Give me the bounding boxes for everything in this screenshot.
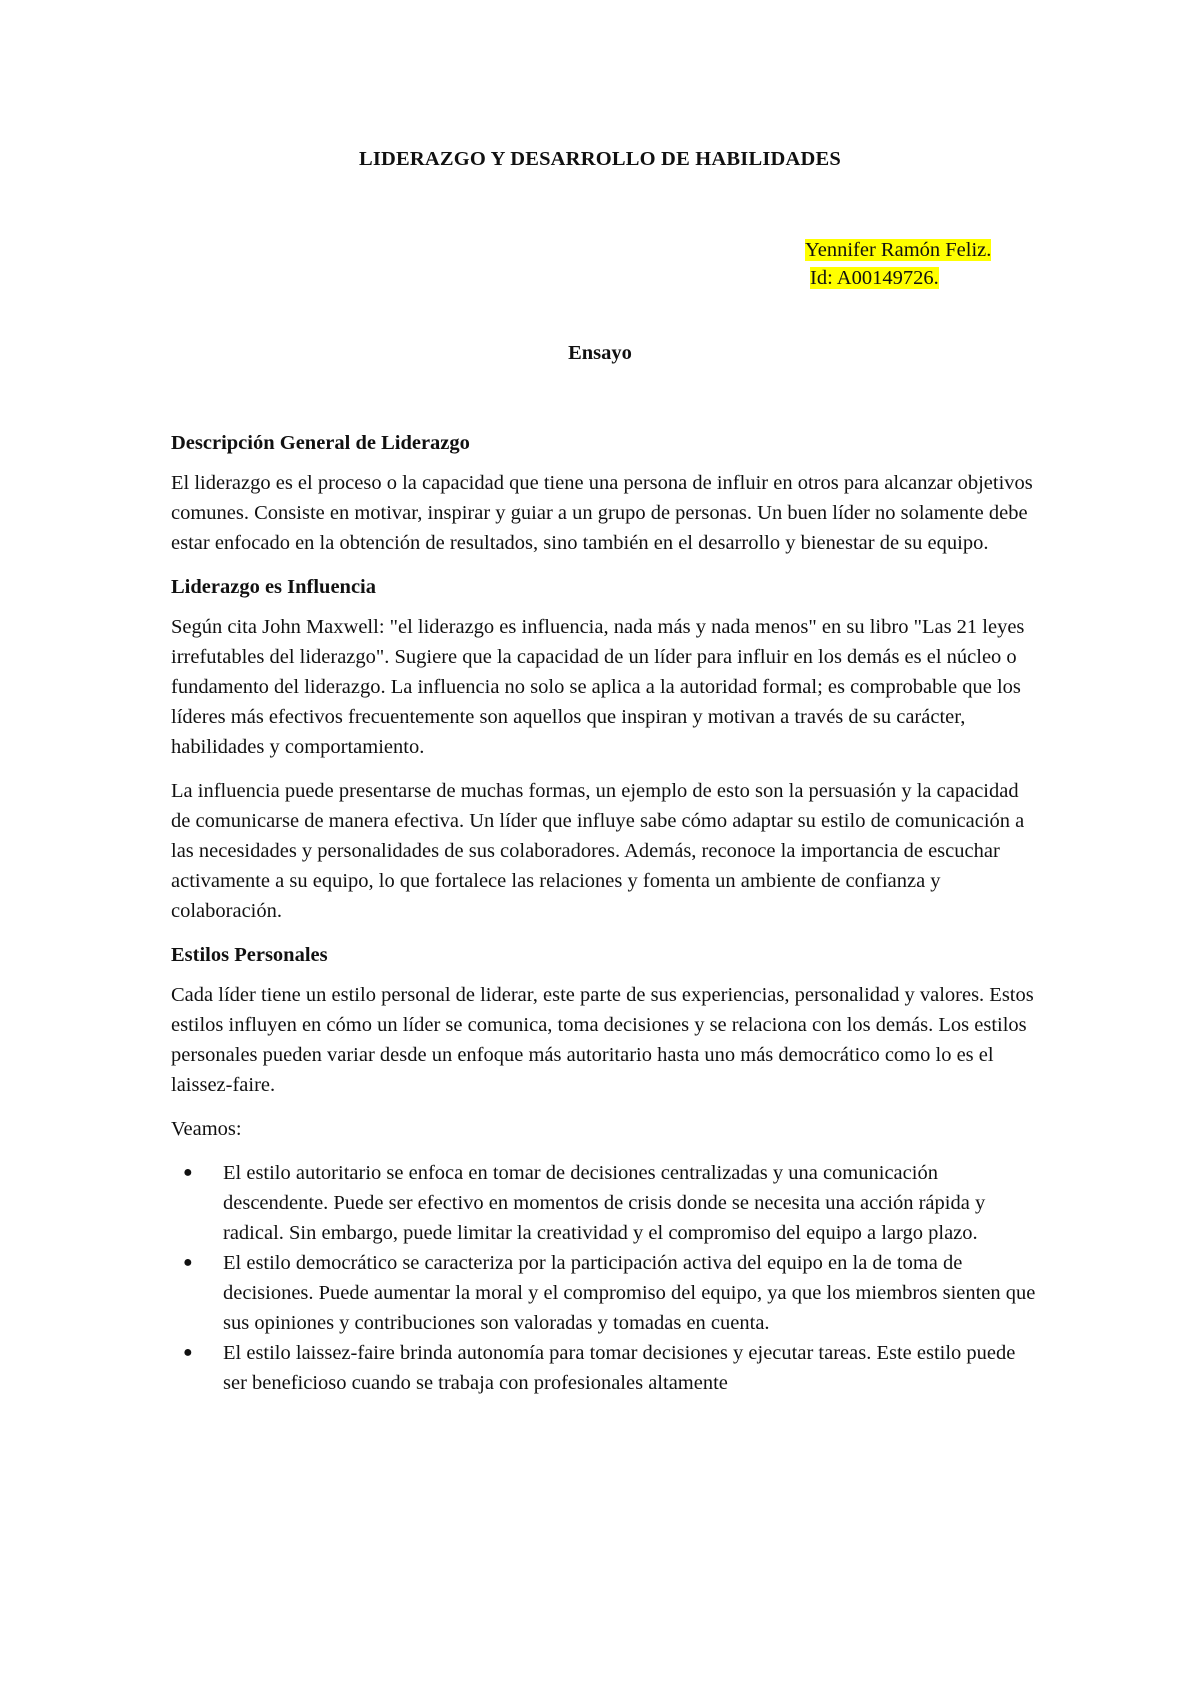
section-estilos bbox=[171, 940, 1041, 1144]
bullet-icon: ● bbox=[183, 1254, 193, 1271]
paragraph: El liderazgo es el proceso o la capacidad que tiene una persona de influir en otros para alcanzar objetivos comunes. Consiste en motivar, inspirar y guiar a un grupo de personas. Un buen líder no solamente debe estar enfocado en la obtención de resultados, sino también en el desarrollo y bienestar de su equipo. bbox=[171, 472, 1033, 554]
paragraph: Según cita John Maxwell: "el liderazgo es influencia, nada más y nada menos" en su libro "Las 21 leyes irrefutables del liderazgo". Sugiere que la capacidad de un líder para influir en los demás es el núcleo o fundamento del liderazgo. La influencia no solo se aplica a la autoridad formal; es comprobable que los líderes más efectivos frecuentemente son aquellos que inspiran y motivan a través de su carácter, habilidades y comportamiento. bbox=[171, 616, 1025, 758]
list-item-text: El estilo autoritario se enfoca en tomar de decisiones centralizadas y una comunicación descendente. Puede ser efectivo en momentos de crisis donde se necesita una acción rápida y radical. Sin embargo, puede limitar la creatividad y el compromiso del equipo a largo plazo. bbox=[223, 1162, 986, 1244]
section-heading: Estilos Personales bbox=[171, 944, 328, 966]
list-item-text: El estilo laissez-faire brinda autonomía para tomar decisiones y ejecutar tareas. Este estilo puede ser beneficioso cuando se trabaja con profesionales altamente bbox=[223, 1342, 1016, 1394]
styles-list bbox=[171, 1158, 1041, 1398]
author-name-line bbox=[805, 236, 991, 264]
section-descripcion bbox=[171, 428, 1041, 558]
document-type: Ensayo bbox=[568, 342, 632, 364]
section-heading: Descripción General de Liderazgo bbox=[171, 432, 470, 454]
paragraph: Veamos: bbox=[171, 1118, 242, 1140]
author-id-line bbox=[805, 264, 991, 292]
list-item bbox=[171, 1338, 1041, 1398]
bullet-icon: ● bbox=[183, 1344, 193, 1361]
section-heading: Liderazgo es Influencia bbox=[171, 576, 376, 598]
author-name: Yennifer Ramón Feliz. bbox=[805, 239, 992, 261]
bullet-icon: ● bbox=[183, 1164, 193, 1181]
paragraph: Cada líder tiene un estilo personal de liderar, este parte de sus experiencias, personalidad y valores. Estos estilos influyen en cómo un líder se comunica, toma decisiones y se relaciona con los demás. Los estilos personales pueden variar desde un enfoque más autoritario hasta uno más democrático como lo es el laissez-faire. bbox=[171, 984, 1034, 1096]
list-item bbox=[171, 1248, 1041, 1338]
author-block bbox=[805, 236, 991, 292]
list-item bbox=[171, 1158, 1041, 1248]
essay-body bbox=[171, 428, 1041, 1398]
author-id: Id: A00149726. bbox=[810, 267, 939, 289]
paragraph: La influencia puede presentarse de muchas formas, un ejemplo de esto son la persuasión y la capacidad de comunicarse de manera efectiva. Un líder que influye sabe cómo adaptar su estilo de comunicación a las necesidades y personalidades de sus colaboradores. Además, reconoce la importancia de escuchar activamente a su equipo, lo que fortalece las relaciones y fomenta un ambiente de confianza y colaboración. bbox=[171, 780, 1025, 922]
document-title: LIDERAZGO Y DESARROLLO DE HABILIDADES bbox=[358, 148, 842, 170]
list-item-text: El estilo democrático se caracteriza por la participación activa del equipo en la de toma de decisiones. Puede aumentar la moral y el compromiso del equipo, ya que los miembros sienten que sus opiniones y contribuciones son valoradas y tomadas en cuenta. bbox=[223, 1252, 1036, 1334]
section-influencia bbox=[171, 572, 1041, 926]
